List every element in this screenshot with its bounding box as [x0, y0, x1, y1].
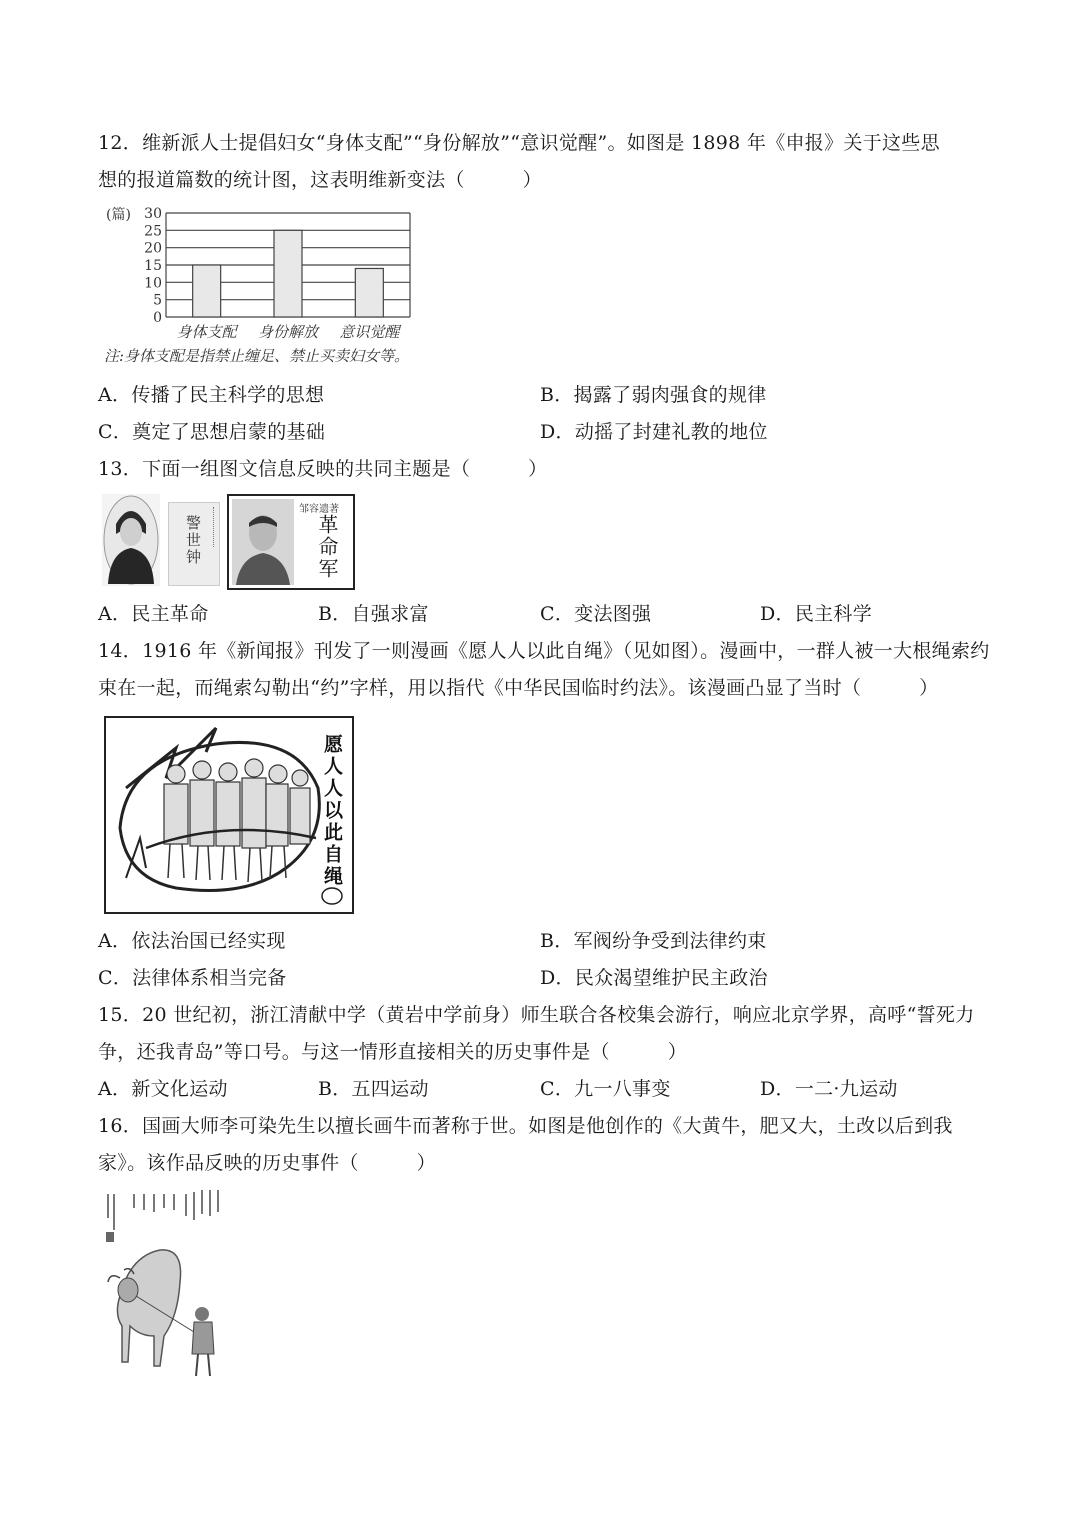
chart-y-tick-label: 10 — [144, 275, 162, 292]
q13-portrait-woman — [102, 494, 160, 586]
chart-bar — [274, 230, 302, 317]
q16-stem-line1: 16．国画大师李可染先生以擅长画牛而著称于世。如图是他创作的《大黄牛，肥又大，土改以后到我 — [98, 1115, 953, 1137]
book-header-zourong: 邹容遗著 — [299, 504, 339, 515]
q12-stem-line2: 想的报道篇数的统计图，这表明维新变法（ ） — [98, 169, 542, 191]
book-side-text — [213, 507, 216, 547]
chart-x-category-label: 意识觉醒 — [339, 323, 400, 341]
q13-option-b[interactable]: B．自强求富 — [318, 603, 429, 625]
q12-option-d[interactable]: D．动摇了封建礼教的地位 — [540, 421, 768, 443]
q14-option-b[interactable]: B．军阀纷争受到法律约束 — [540, 930, 767, 952]
q15-option-d[interactable]: D．一二·九运动 — [760, 1078, 898, 1100]
chart-y-tick-label: 30 — [144, 206, 162, 222]
q12-option-c[interactable]: C．奠定了思想启蒙的基础 — [98, 421, 326, 443]
q13-portrait-zourong — [232, 499, 294, 585]
q13-option-a[interactable]: A．民主革命 — [98, 603, 209, 625]
q13-book-jingshizhong — [168, 502, 220, 586]
q14-option-d[interactable]: D．民众渴望维护民主政治 — [540, 967, 768, 989]
q16-painting-ox — [100, 1186, 230, 1392]
chart-x-category-label: 身体支配 — [176, 323, 237, 341]
q15-option-b[interactable]: B．五四运动 — [318, 1078, 429, 1100]
q13-option-d[interactable]: D．民主科学 — [760, 603, 873, 625]
q14-option-a[interactable]: A．依法治国已经实现 — [98, 930, 286, 952]
q13-stem: 13．下面一组图文信息反映的共同主题是（ ） — [98, 458, 548, 480]
book-title-gemingjun: 革命军 — [315, 514, 339, 580]
q12-stem-line1: 12．维新派人士提倡妇女“身体支配”“身份解放”“意识觉醒”。如图是 1898 年《申报》关于这些思 — [98, 132, 940, 154]
chart-y-tick-label: 15 — [144, 258, 162, 274]
chart-x-category-label: 身份解放 — [257, 323, 319, 341]
chart-bar — [355, 268, 383, 317]
q15-option-a[interactable]: A．新文化运动 — [98, 1078, 228, 1100]
book-title-jingshizhong: 警世钟 — [184, 515, 202, 566]
q16-stem-line2: 家》。该作品反映的历史事件（ ） — [98, 1152, 436, 1174]
q15-option-c[interactable]: C．九一八事变 — [540, 1078, 671, 1100]
chart-x-categories — [177, 323, 403, 341]
chart-y-unit-label: (篇) — [106, 207, 131, 223]
q15-stem-line2: 争，还我青岛”等口号。与这一情形直接相关的历史事件是（ ） — [98, 1041, 688, 1063]
chart-y-tick-label: 20 — [144, 240, 162, 257]
chart-y-tick-label: 0 — [153, 310, 162, 326]
chart-y-tick-label: 25 — [144, 223, 162, 240]
q15-stem-line1: 15．20 世纪初，浙江清献中学（黄岩中学前身）师生联合各校集会游行，响应北京学界，高呼“誓死力 — [98, 1004, 975, 1026]
q12-bar-chart — [104, 203, 424, 345]
cartoon-caption: 愿人人以此自绳 — [321, 734, 343, 888]
q14-cartoon — [104, 716, 354, 914]
painting-inscription — [108, 1190, 218, 1230]
chart-note: 注:身体支配是指禁止缠足、禁止买卖妇女等。 — [104, 347, 410, 365]
q14-stem-line1: 14．1916 年《新闻报》刊发了一则漫画《愿人人以此自绳》（见如图）。漫画中，一群人被一大根绳索约 — [98, 640, 990, 662]
chart-bar — [193, 265, 221, 317]
chart-bars — [193, 230, 384, 317]
q14-stem-line2: 束在一起，而绳索勾勒出“约”字样，用以指代《中华民国临时约法》。该漫画凸显了当时（ ） — [98, 677, 939, 699]
q13-option-c[interactable]: C．变法图强 — [540, 603, 652, 625]
q13-book-gemingjun — [227, 494, 355, 590]
q12-option-b[interactable]: B．揭露了弱肉强食的规律 — [540, 384, 767, 406]
chart-y-tick-label: 5 — [153, 292, 162, 309]
q14-option-c[interactable]: C．法律体系相当完备 — [98, 967, 287, 989]
chart-y-ticks — [144, 206, 162, 326]
q12-option-a[interactable]: A．传播了民主科学的思想 — [98, 384, 325, 406]
cartoon-rope-and-figures — [106, 718, 352, 912]
